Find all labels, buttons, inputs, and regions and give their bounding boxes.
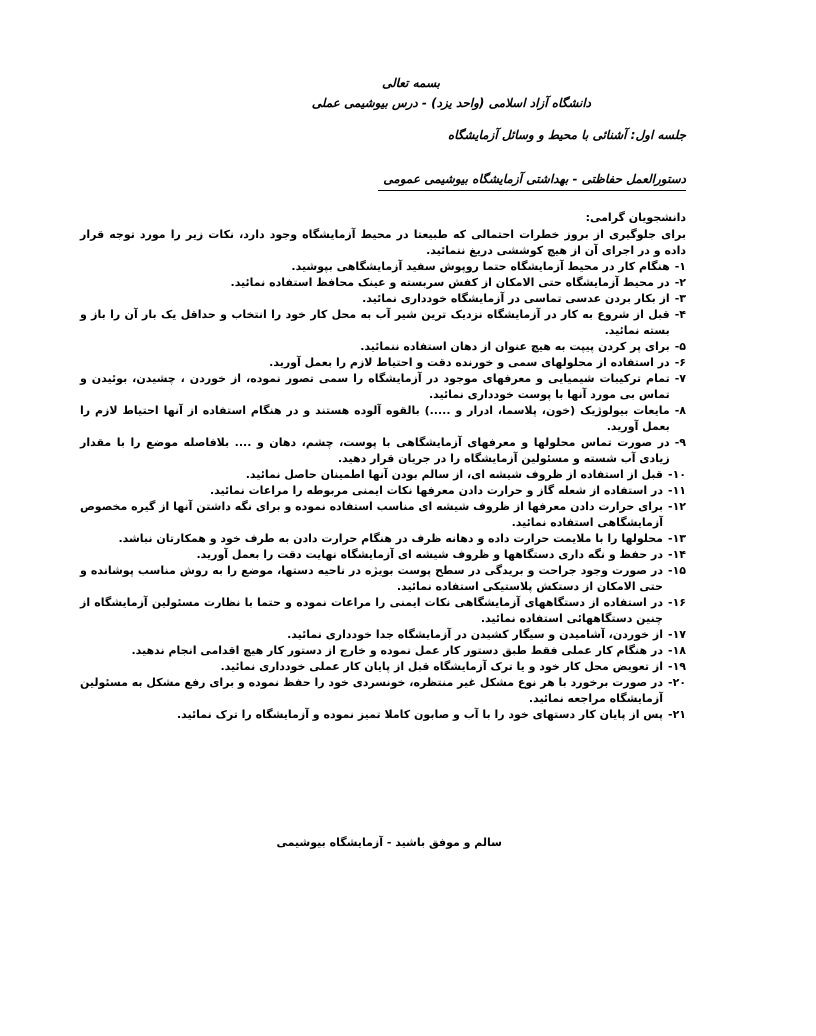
rule-item	[80, 595, 686, 627]
rule-item	[80, 403, 686, 435]
rule-number: ۷-	[674, 372, 686, 385]
rule-number: ۱۳-	[667, 532, 686, 545]
rule-text: هنگام کار در محیط آزمایشگاه حتما روپوش سفید آزمایشگاهی بپوشید.	[291, 260, 670, 273]
rule-number: ۱۰-	[667, 468, 686, 481]
rule-item	[80, 435, 686, 467]
rule-item	[80, 467, 686, 483]
rule-item	[80, 659, 686, 675]
rule-text: برای پر کردن پیپت به هیچ عنوان از دهان استفاده ننمائید.	[360, 340, 670, 353]
rule-text: در استفاده از محلولهای سمی و خورنده دقت و احتیاط لازم را بعمل آورید.	[269, 356, 670, 369]
rule-number: ۱-	[674, 260, 686, 273]
rule-number: ۱۶-	[667, 596, 686, 609]
rule-item	[80, 675, 686, 707]
rule-text: از تعویض محل کار خود و یا ترک آزمایشگاه قبل از پایان کار عملی خودداری نمائید.	[220, 660, 663, 673]
rule-text: در صورت تماس محلولها و معرفهای آزمایشگاهی با پوست، چشم، دهان و .... بلافاصله موضع را با مقدار زیادی آب شسته و مسئولین آزمایشگاه را در جریان قرار دهید.	[80, 436, 670, 465]
rule-item	[80, 339, 686, 355]
rule-number: ۱۸-	[667, 644, 686, 657]
rule-text: در صورت وجود جراحت و بریدگی در سطح پوست بویژه در ناحیه دستها، موضع را به روش مناسب پوشانده و حتی الامکان از دستکش پلاستیکی استفاده نمائید.	[80, 564, 663, 593]
session-title: جلسه اول: آشنائی با محیط و وسائل آزمایشگاه	[447, 128, 686, 142]
rule-item	[80, 627, 686, 643]
rule-number: ۶-	[674, 356, 686, 369]
rule-number: ۹-	[674, 436, 686, 449]
rule-item	[80, 707, 686, 723]
rule-item	[80, 307, 686, 339]
signature-line: سالم و موفق باشید - آزمایشگاه بیوشیمی	[276, 836, 502, 849]
rule-item	[80, 275, 686, 291]
university-heading: دانشگاه آزاد اسلامی (واحد یزد) - درس بیوشیمی عملی	[311, 96, 591, 110]
rule-item	[80, 483, 686, 499]
rule-number: ۱۹-	[667, 660, 686, 673]
rule-number: ۱۴-	[667, 548, 686, 561]
rule-item	[80, 371, 686, 403]
rule-number: ۱۵-	[667, 564, 686, 577]
rule-item	[80, 563, 686, 595]
rule-number: ۲۱-	[667, 708, 686, 721]
rule-item	[80, 499, 686, 531]
rule-text: در حفظ و نگه داری دستگاهها و ظروف شیشه ای آزمایشگاه نهایت دقت را بعمل آورید.	[196, 548, 663, 561]
rule-item	[80, 259, 686, 275]
rule-text: برای حرارت دادن معرفها از ظروف شیشه ای مناسب استفاده نموده و برای نگه داشتن آنها از گیره مخصوص آزمایشگاهی استفاده نمائید.	[80, 500, 663, 529]
bismillah-heading: بسمه تعالی	[381, 76, 440, 90]
rule-number: ۲-	[674, 276, 686, 289]
rule-number: ۳-	[674, 292, 686, 305]
rule-text: مایعات بیولوژیک (خون، پلاسما، ادرار و .....) بالقوه آلوده هستند و در هنگام استفاده از آنها احتیاط لازم را بعمل آورید.	[80, 404, 670, 433]
rule-number: ۲۰-	[667, 676, 686, 689]
rule-text: پس از پایان کار دستهای خود را با آب و صابون کاملا تمیز نموده و آزمایشگاه را ترک نمائید.	[176, 708, 663, 721]
rule-text: از بکار بردن عدسی تماسی در آزمایشگاه خودداری نمائید.	[362, 292, 670, 305]
rule-text: در محیط آزمایشگاه حتی الامکان از کفش سربسته و عینک محافظ استفاده نمائید.	[230, 276, 670, 289]
rule-number: ۱۷-	[667, 628, 686, 641]
rule-text: قبل از استفاده از ظروف شیشه ای، از سالم بودن آنها اطمینان حاصل نمائید.	[245, 468, 663, 481]
subject-underline	[378, 190, 686, 191]
rule-item	[80, 547, 686, 563]
rule-item	[80, 291, 686, 307]
intro-paragraph: برای جلوگیری از بروز خطرات احتمالی که طبیعتا در محیط آزمایشگاه وجود دارد، نکات زیر را مورد توجه قرار داده و در اجرای آن از هیچ کوششی دریغ ننمائید.	[80, 228, 686, 257]
rule-number: ۱۲-	[667, 500, 686, 513]
rule-text: تمام ترکیبات شیمیایی و معرفهای موجود در آزمایشگاه را سمی تصور نموده، از خوردن ، چشیدن، بوئیدن و تماس بی مورد آنها با پوست خودداری نمائید.	[80, 372, 670, 401]
rule-number: ۸-	[674, 404, 686, 417]
rule-number: ۱۱-	[667, 484, 686, 497]
rule-text: در صورت برخورد با هر نوع مشکل غیر منتظره، خونسردی خود را حفظ نموده و برای رفع مشکل به مسئولین آزمایشگاه مراجعه نمائید.	[80, 676, 663, 705]
rule-text: در هنگام کار عملی فقط طبق دستور کار عمل نموده و خارج از دستور کار هیچ اقدامی انجام ندهید.	[131, 644, 663, 657]
instructions-body	[80, 210, 686, 723]
rule-item	[80, 355, 686, 371]
rule-text: از خوردن، آشامیدن و سیگار کشیدن در آزمایشگاه جدا خودداری نمائید.	[287, 628, 663, 641]
subject-title: دستورالعمل حفاظتی - بهداشتی آزمایشگاه بیوشیمی عمومی	[383, 172, 686, 186]
greeting: دانشجویان گرامی:	[585, 211, 686, 224]
rule-number: ۵-	[674, 340, 686, 353]
rule-text: قبل از شروع به کار در آزمایشگاه نزدیک ترین شیر آب به محل کار خود را انتخاب و حداقل یک بار آن را باز و بسته نمائید.	[80, 308, 670, 337]
rule-text: در استفاده از دستگاههای آزمایشگاهی نکات ایمنی را مراعات نموده و حتما با نظارت مسئولین آزمایشگاه از چنین دستگاههائی استفاده نمائید.	[80, 596, 663, 625]
rules-list	[80, 259, 686, 723]
rule-text: محلولها را با ملایمت حرارت داده و دهانه ظرف در هنگام حرارت دادن به طرف خود و همکارتان نباشد.	[118, 532, 663, 545]
rule-number: ۴-	[674, 308, 686, 321]
rule-text: در استفاده از شعله گاز و حرارت دادن معرفها نکات ایمنی مربوطه را مراعات نمائید.	[209, 484, 663, 497]
rule-item	[80, 531, 686, 547]
rule-item	[80, 643, 686, 659]
